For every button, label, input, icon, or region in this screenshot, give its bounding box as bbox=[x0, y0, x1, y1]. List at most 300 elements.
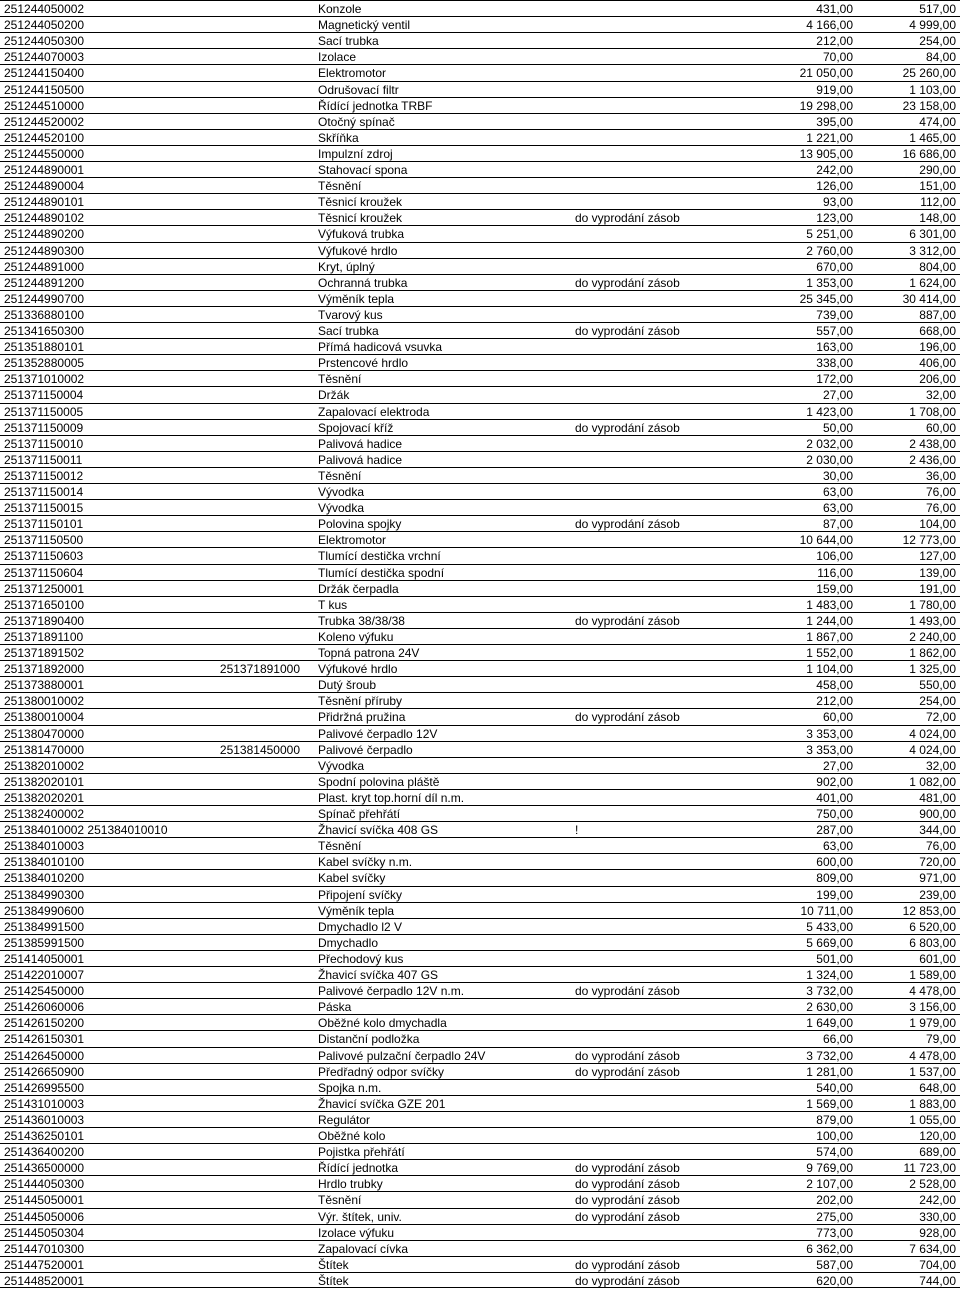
stock-note: do vyprodání zásob bbox=[575, 517, 680, 532]
part-number: 251414050001 bbox=[4, 951, 85, 966]
part-name: Hrdlo trubky bbox=[318, 1177, 383, 1192]
part-number: 251384990600 bbox=[4, 903, 85, 918]
price-without-vat: 66,00 bbox=[822, 1032, 853, 1047]
price-with-vat: 4 999,00 bbox=[909, 18, 956, 33]
price-without-vat: 50,00 bbox=[822, 420, 853, 435]
part-number: 251373880001 bbox=[4, 678, 85, 693]
price-with-vat: 2 240,00 bbox=[909, 629, 956, 644]
part-number: 251380470000 bbox=[4, 726, 85, 741]
table-row bbox=[0, 97, 960, 113]
part-number: 251244520100 bbox=[4, 130, 85, 145]
price-with-vat: 6 301,00 bbox=[909, 227, 956, 242]
price-with-vat: 744,00 bbox=[919, 1273, 956, 1288]
part-number: 251244150500 bbox=[4, 82, 85, 97]
part-number: 251436010003 bbox=[4, 1112, 85, 1127]
price-with-vat: 344,00 bbox=[919, 823, 956, 838]
table-row bbox=[0, 145, 960, 161]
table-row bbox=[0, 225, 960, 241]
part-name: Výměník tepla bbox=[318, 903, 395, 918]
part-name: Tvarový kus bbox=[318, 307, 383, 322]
price-with-vat: 76,00 bbox=[925, 485, 956, 499]
price-with-vat: 254,00 bbox=[919, 34, 956, 49]
part-name: Spodní polovina pláště bbox=[318, 774, 440, 789]
part-number: 251244890300 bbox=[4, 243, 85, 258]
part-name: Spínač přehřátí bbox=[318, 807, 401, 821]
price-without-vat: 2 032,00 bbox=[806, 436, 853, 451]
part-name: Výfukové hrdlo bbox=[318, 243, 398, 258]
price-without-vat: 338,00 bbox=[816, 356, 853, 371]
price-with-vat: 7 634,00 bbox=[909, 1241, 956, 1256]
stock-note: do vyprodání zásob bbox=[575, 1177, 680, 1192]
alt-part-number: 251371891000 bbox=[219, 662, 300, 677]
table-row bbox=[0, 1111, 960, 1127]
stock-note: do vyprodání zásob bbox=[575, 1193, 680, 1208]
part-name: Výr. štítek, univ. bbox=[318, 1209, 402, 1224]
price-without-vat: 670,00 bbox=[816, 259, 853, 274]
part-name: Žhavicí svíčka 408 GS bbox=[318, 823, 439, 838]
price-without-vat: 287,00 bbox=[816, 823, 853, 838]
table-row bbox=[0, 1159, 960, 1175]
price-with-vat: 4 024,00 bbox=[909, 742, 956, 757]
part-number: 251436250101 bbox=[4, 1129, 85, 1143]
price-with-vat: 4 478,00 bbox=[909, 984, 956, 999]
part-name: Připojení svíčky bbox=[318, 887, 403, 902]
price-without-vat: 540,00 bbox=[816, 1080, 853, 1095]
price-without-vat: 242,00 bbox=[816, 163, 853, 177]
price-without-vat: 1 324,00 bbox=[806, 968, 853, 982]
stock-note: do vyprodání zásob bbox=[575, 324, 680, 338]
price-without-vat: 2 760,00 bbox=[806, 243, 853, 258]
part-number: 251382020201 bbox=[4, 790, 85, 805]
price-with-vat: 30 414,00 bbox=[902, 291, 956, 306]
part-name: Odrušovací filtr bbox=[318, 82, 399, 97]
price-without-vat: 919,00 bbox=[816, 82, 853, 97]
price-with-vat: 79,00 bbox=[925, 1032, 956, 1047]
price-without-vat: 123,00 bbox=[816, 211, 853, 226]
price-with-vat: 104,00 bbox=[919, 517, 956, 532]
part-name: Těsnicí kroužek bbox=[318, 211, 403, 226]
price-without-vat: 9 769,00 bbox=[806, 1161, 853, 1176]
price-without-vat: 172,00 bbox=[816, 372, 853, 387]
table-row bbox=[0, 129, 960, 145]
price-without-vat: 574,00 bbox=[816, 1145, 853, 1160]
part-name: Skříňka bbox=[318, 130, 359, 145]
price-without-vat: 87,00 bbox=[822, 517, 853, 532]
part-name: Elektromotor bbox=[318, 66, 387, 81]
part-number: 251426995500 bbox=[4, 1080, 85, 1095]
table-row bbox=[0, 1127, 960, 1143]
price-with-vat: 668,00 bbox=[919, 324, 956, 338]
price-with-vat: 971,00 bbox=[919, 871, 956, 886]
part-number: 251371150010 bbox=[4, 436, 84, 451]
table-row bbox=[0, 1175, 960, 1191]
part-number: 251244550000 bbox=[4, 146, 85, 161]
price-with-vat: 12 773,00 bbox=[902, 533, 956, 548]
part-number: 251371150500 bbox=[4, 533, 84, 548]
part-number: 251371150604 bbox=[4, 565, 84, 580]
table-row bbox=[0, 370, 960, 386]
part-name: Koleno výfuku bbox=[318, 629, 394, 644]
table-row bbox=[0, 1224, 960, 1240]
table-row bbox=[0, 805, 960, 821]
price-with-vat: 139,00 bbox=[919, 565, 956, 580]
part-number: 251371890400 bbox=[4, 613, 85, 628]
part-name: Zapalovací elektroda bbox=[318, 404, 430, 419]
price-with-vat: 206,00 bbox=[919, 372, 956, 387]
price-with-vat: 3 312,00 bbox=[909, 243, 956, 258]
price-without-vat: 212,00 bbox=[816, 34, 853, 49]
part-number: 251384010200 bbox=[4, 871, 85, 886]
price-with-vat: 6 520,00 bbox=[909, 919, 956, 934]
part-name: Výměník tepla bbox=[318, 291, 395, 306]
part-number: 251336880100 bbox=[4, 307, 85, 322]
table-row bbox=[0, 741, 960, 757]
table-row bbox=[0, 1047, 960, 1063]
table-row bbox=[0, 789, 960, 805]
part-number: 251371891100 bbox=[4, 629, 84, 644]
table-row bbox=[0, 869, 960, 885]
price-without-vat: 3 353,00 bbox=[806, 726, 853, 741]
part-number: 251244070003 bbox=[4, 50, 85, 65]
part-name: Stahovací spona bbox=[318, 163, 408, 177]
price-with-vat: 120,00 bbox=[919, 1129, 956, 1143]
part-name: Kabel svíčky bbox=[318, 871, 386, 886]
part-number: 251244890001 bbox=[4, 163, 85, 177]
stock-note: do vyprodání zásob bbox=[575, 613, 680, 628]
price-with-vat: 1 589,00 bbox=[909, 968, 956, 982]
part-number: 251244890004 bbox=[4, 179, 85, 194]
table-row bbox=[0, 1095, 960, 1111]
part-name: Těsnicí kroužek bbox=[318, 195, 403, 210]
part-name: Distanční podložka bbox=[318, 1032, 420, 1047]
part-number: 251436500000 bbox=[4, 1161, 85, 1176]
price-without-vat: 431,00 bbox=[816, 2, 853, 16]
price-with-vat: 290,00 bbox=[919, 163, 956, 177]
part-name: Pojistka přehřátí bbox=[318, 1145, 405, 1160]
part-name: Držák čerpadla bbox=[318, 581, 399, 596]
part-number: 251352880005 bbox=[4, 356, 85, 371]
price-with-vat: 689,00 bbox=[919, 1145, 956, 1160]
price-without-vat: 30,00 bbox=[822, 468, 853, 483]
price-without-vat: 13 905,00 bbox=[799, 146, 853, 161]
part-number: 251371150603 bbox=[4, 549, 84, 564]
part-name: Palivové čerpadlo 12V n.m. bbox=[318, 984, 465, 999]
price-without-vat: 401,00 bbox=[816, 790, 853, 805]
part-name: Řídící jednotka bbox=[318, 1161, 399, 1176]
table-row bbox=[0, 1030, 960, 1046]
price-with-vat: 601,00 bbox=[919, 951, 956, 966]
table-row bbox=[0, 499, 960, 515]
part-name: Izolace bbox=[318, 50, 357, 65]
price-without-vat: 1 569,00 bbox=[806, 1096, 853, 1111]
part-number: 251244050300 bbox=[4, 34, 85, 49]
table-row bbox=[0, 660, 960, 676]
price-without-vat: 809,00 bbox=[816, 871, 853, 886]
price-without-vat: 739,00 bbox=[816, 307, 853, 322]
price-with-vat: 2 528,00 bbox=[909, 1177, 956, 1192]
table-row bbox=[0, 1208, 960, 1224]
table-row bbox=[0, 483, 960, 499]
price-without-vat: 21 050,00 bbox=[799, 66, 853, 81]
part-number: 251244890101 bbox=[4, 195, 85, 210]
price-with-vat: 1 862,00 bbox=[909, 646, 956, 660]
table-row bbox=[0, 386, 960, 402]
table-row bbox=[0, 515, 960, 531]
part-name: Oběžné kolo dmychadla bbox=[318, 1016, 447, 1031]
table-row bbox=[0, 242, 960, 258]
part-name: Dmychadlo l2 V bbox=[318, 919, 403, 934]
price-without-vat: 501,00 bbox=[816, 951, 853, 966]
table-row bbox=[0, 580, 960, 596]
part-number: 251371150101 bbox=[4, 517, 84, 532]
price-with-vat: 2 438,00 bbox=[909, 436, 956, 451]
part-name: Plast. kryt top.horní díl n.m. bbox=[318, 790, 465, 805]
price-with-vat: 36,00 bbox=[925, 468, 956, 483]
part-name: Vývodka bbox=[318, 758, 365, 773]
price-without-vat: 1 281,00 bbox=[806, 1064, 853, 1079]
table-row bbox=[0, 451, 960, 467]
price-with-vat: 16 686,00 bbox=[902, 146, 956, 161]
part-name: Těsnění příruby bbox=[318, 694, 403, 709]
part-name: Izolace výfuku bbox=[318, 1225, 395, 1240]
part-name: Polovina spojky bbox=[318, 517, 402, 532]
part-name: Tlumící destička spodní bbox=[318, 565, 445, 580]
part-number: 251371150009 bbox=[4, 420, 84, 435]
price-without-vat: 212,00 bbox=[816, 694, 853, 709]
price-with-vat: 481,00 bbox=[919, 790, 956, 805]
table-row bbox=[0, 1272, 960, 1288]
part-number: 251445050006 bbox=[4, 1209, 85, 1224]
alt-part-number: 251381450000 bbox=[219, 742, 300, 757]
price-without-vat: 60,00 bbox=[822, 710, 853, 725]
part-number: 251244891000 bbox=[4, 259, 85, 274]
part-name: Kabel svíčky n.m. bbox=[318, 855, 413, 870]
price-with-vat: 112,00 bbox=[920, 195, 956, 210]
price-without-vat: 1 649,00 bbox=[806, 1016, 853, 1031]
part-name: Vývodka bbox=[318, 501, 365, 516]
stock-note: do vyprodání zásob bbox=[575, 275, 680, 290]
part-number: 251426150200 bbox=[4, 1016, 85, 1031]
price-without-vat: 6 362,00 bbox=[806, 1241, 853, 1256]
part-name: Otočný spínač bbox=[318, 114, 395, 129]
part-number: 251341650300 bbox=[4, 324, 85, 338]
price-with-vat: 196,00 bbox=[919, 340, 956, 355]
part-name: Přechodový kus bbox=[318, 951, 404, 966]
part-number: 251380010004 bbox=[4, 710, 85, 725]
part-number: 251382020101 bbox=[4, 774, 85, 789]
table-row bbox=[0, 1256, 960, 1272]
price-without-vat: 1 104,00 bbox=[806, 662, 853, 677]
price-without-vat: 587,00 bbox=[816, 1257, 853, 1272]
part-name: Trubka 38/38/38 bbox=[318, 613, 405, 628]
part-number: 251244510000 bbox=[4, 98, 85, 113]
table-row bbox=[0, 435, 960, 451]
table-row bbox=[0, 821, 960, 837]
price-with-vat: 1 055,00 bbox=[909, 1112, 956, 1127]
price-without-vat: 70,00 bbox=[822, 50, 853, 65]
part-number: 251371650100 bbox=[4, 597, 85, 612]
part-name: Štítek bbox=[318, 1257, 349, 1272]
part-number: 251384010100 bbox=[4, 855, 85, 870]
table-row bbox=[0, 338, 960, 354]
price-without-vat: 1 353,00 bbox=[806, 275, 853, 290]
part-number: 251445050001 bbox=[4, 1193, 85, 1208]
stock-note: do vyprodání zásob bbox=[575, 1161, 680, 1176]
price-with-vat: 4 478,00 bbox=[909, 1048, 956, 1063]
price-without-vat: 1 221,00 bbox=[806, 130, 853, 145]
stock-note: do vyprodání zásob bbox=[575, 1209, 680, 1224]
part-name: Těsnění bbox=[318, 372, 362, 387]
price-with-vat: 242,00 bbox=[919, 1193, 956, 1208]
part-number: 251447520001 bbox=[4, 1257, 85, 1272]
part-name: Těsnění bbox=[318, 839, 362, 854]
part-name: Výfukové hrdlo bbox=[318, 662, 398, 677]
table-row bbox=[0, 531, 960, 547]
price-without-vat: 202,00 bbox=[816, 1193, 853, 1208]
part-number: 251371150011 bbox=[4, 452, 83, 467]
table-row bbox=[0, 692, 960, 708]
price-with-vat: 720,00 bbox=[919, 855, 956, 870]
part-number: 251244520002 bbox=[4, 114, 85, 129]
price-with-vat: 1 465,00 bbox=[909, 130, 956, 145]
table-row bbox=[0, 322, 960, 338]
price-with-vat: 1 103,00 bbox=[909, 82, 956, 97]
price-without-vat: 63,00 bbox=[822, 501, 853, 516]
table-row bbox=[0, 193, 960, 209]
price-without-vat: 750,00 bbox=[816, 807, 853, 821]
part-number: 251426060006 bbox=[4, 1000, 85, 1015]
price-without-vat: 5 669,00 bbox=[806, 935, 853, 950]
price-without-vat: 27,00 bbox=[822, 758, 853, 773]
table-row bbox=[0, 644, 960, 660]
price-with-vat: 1 493,00 bbox=[909, 613, 956, 628]
part-name: Oběžné kolo bbox=[318, 1129, 386, 1143]
part-name: Zapalovací cívka bbox=[318, 1241, 409, 1256]
stock-note: do vyprodání zásob bbox=[575, 420, 680, 435]
part-number: 251244890200 bbox=[4, 227, 85, 242]
part-number: 251426650900 bbox=[4, 1064, 85, 1079]
table-row bbox=[0, 0, 960, 16]
part-number: 251371150004 bbox=[4, 388, 84, 403]
table-row bbox=[0, 354, 960, 370]
part-number: 251384991500 bbox=[4, 919, 85, 934]
part-number: 251371150014 bbox=[4, 485, 84, 499]
table-row bbox=[0, 564, 960, 580]
price-with-vat: 148,00 bbox=[919, 211, 956, 226]
table-row bbox=[0, 1240, 960, 1256]
price-without-vat: 902,00 bbox=[816, 774, 853, 789]
price-without-vat: 3 353,00 bbox=[806, 742, 853, 757]
price-with-vat: 1 325,00 bbox=[909, 662, 956, 677]
part-number: 251385991500 bbox=[4, 935, 85, 950]
part-name: Palivová hadice bbox=[318, 436, 403, 451]
price-with-vat: 474,00 bbox=[919, 114, 956, 129]
part-name: Žhavicí svíčka GZE 201 bbox=[318, 1096, 446, 1111]
part-name: Řídící jednotka TRBF bbox=[318, 98, 433, 113]
part-number: 251445050304 bbox=[4, 1225, 85, 1240]
price-with-vat: 2 436,00 bbox=[909, 452, 956, 467]
part-number: 251371892000 bbox=[4, 662, 85, 677]
part-number: 251381470000 bbox=[4, 742, 85, 757]
table-row bbox=[0, 612, 960, 628]
part-name: Regulátor bbox=[318, 1112, 371, 1127]
part-name: Elektromotor bbox=[318, 533, 387, 548]
table-row bbox=[0, 290, 960, 306]
price-with-vat: 12 853,00 bbox=[902, 903, 956, 918]
price-without-vat: 1 244,00 bbox=[806, 613, 853, 628]
part-number: 251425450000 bbox=[4, 984, 85, 999]
part-name: Předřadný odpor svíčky bbox=[318, 1064, 445, 1079]
part-number: 251371891502 bbox=[4, 646, 85, 660]
price-without-vat: 1 423,00 bbox=[806, 404, 853, 419]
price-with-vat: 191,00 bbox=[919, 581, 956, 596]
part-name: Impulzní zdroj bbox=[318, 146, 393, 161]
price-with-vat: 804,00 bbox=[919, 259, 956, 274]
price-without-vat: 63,00 bbox=[822, 485, 853, 499]
price-with-vat: 928,00 bbox=[919, 1225, 956, 1240]
price-without-vat: 93,00 bbox=[822, 195, 853, 210]
part-number: 251431010003 bbox=[4, 1096, 85, 1111]
table-row bbox=[0, 274, 960, 290]
part-number: 251371250001 bbox=[4, 581, 85, 596]
price-with-vat: 76,00 bbox=[925, 839, 956, 854]
price-with-vat: 32,00 bbox=[925, 758, 956, 773]
table-row bbox=[0, 258, 960, 274]
part-name: Ochranná trubka bbox=[318, 275, 408, 290]
price-without-vat: 879,00 bbox=[816, 1112, 853, 1127]
part-name: Přímá hadicová vsuvka bbox=[318, 340, 443, 355]
table-row bbox=[0, 982, 960, 998]
part-number: 251426150301 bbox=[4, 1032, 85, 1047]
table-row bbox=[0, 1143, 960, 1159]
price-with-vat: 1 780,00 bbox=[909, 597, 956, 612]
part-name: Magnetický ventil bbox=[318, 18, 411, 33]
price-with-vat: 648,00 bbox=[919, 1080, 956, 1095]
table-row bbox=[0, 837, 960, 853]
part-number: 251382010002 bbox=[4, 758, 85, 773]
part-number: 251244050200 bbox=[4, 18, 85, 33]
part-name: Páska bbox=[318, 1000, 352, 1015]
table-row bbox=[0, 403, 960, 419]
part-number: 251447010300 bbox=[4, 1241, 85, 1256]
table-row bbox=[0, 676, 960, 692]
part-number: 251422010007 bbox=[4, 968, 85, 982]
price-with-vat: 76,00 bbox=[925, 501, 956, 516]
price-with-vat: 32,00 bbox=[925, 388, 956, 403]
part-name: Palivová hadice bbox=[318, 452, 403, 467]
table-row bbox=[0, 306, 960, 322]
price-without-vat: 63,00 bbox=[822, 839, 853, 854]
price-with-vat: 72,00 bbox=[925, 710, 956, 725]
price-without-vat: 100,00 bbox=[816, 1129, 853, 1143]
part-name: Žhavicí svíčka 407 GS bbox=[318, 968, 439, 982]
price-with-vat: 84,00 bbox=[925, 50, 956, 65]
price-with-vat: 23 158,00 bbox=[902, 98, 956, 113]
stock-note: do vyprodání zásob bbox=[575, 1064, 680, 1079]
table-row bbox=[0, 1063, 960, 1079]
part-number: 251444050300 bbox=[4, 1177, 85, 1192]
price-without-vat: 10 644,00 bbox=[799, 533, 853, 548]
price-without-vat: 27,00 bbox=[822, 388, 853, 403]
price-with-vat: 517,00 bbox=[919, 2, 956, 16]
table-row bbox=[0, 161, 960, 177]
part-name: Sací trubka bbox=[318, 324, 379, 338]
table-row bbox=[0, 886, 960, 902]
price-with-vat: 1 979,00 bbox=[909, 1016, 956, 1031]
stock-note: do vyprodání zásob bbox=[575, 1273, 680, 1288]
price-without-vat: 116,00 bbox=[817, 565, 853, 580]
part-name: Vývodka bbox=[318, 485, 365, 499]
